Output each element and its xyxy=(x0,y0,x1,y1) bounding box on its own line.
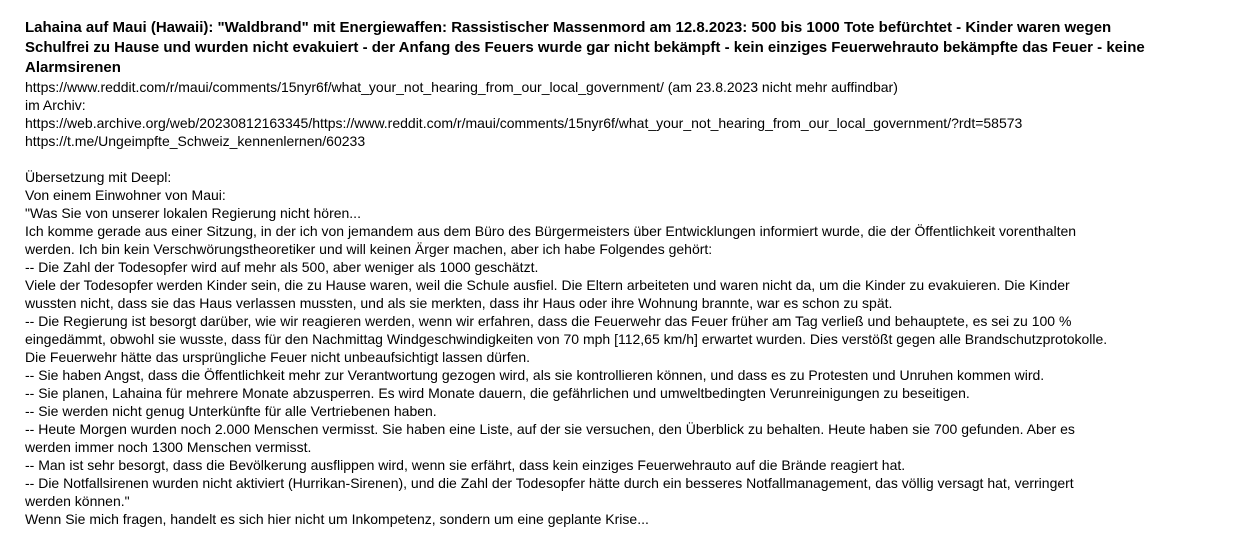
text-line: Viele der Todesopfer werden Kinder sein, die zu Hause waren, weil die Schule ausfiel. Die Eltern arbeiteten und waren nicht da, um die Kinder zu evakuieren. Die Kinder xyxy=(25,277,1070,293)
text-line: werden. Ich bin kein Verschwörungstheoretiker und will keinen Ärger machen, aber ich habe Folgendes gehört: xyxy=(25,241,713,257)
text-line xyxy=(25,150,1238,168)
text-line: -- Die Regierung ist besorgt darüber, wie wir reagieren werden, wenn wir erfahren, dass die Feuerwehr das Feuer früher am Tag verließ und behauptete, es sei zu 100 % xyxy=(25,313,1072,329)
text-line: -- Man ist sehr besorgt, dass die Bevölkerung ausflippen wird, wenn sie erfährt, dass kein einziges Feuerwehrauto auf die Brände reagiert hat. xyxy=(25,457,906,473)
text-line: wussten nicht, dass sie das Haus verlassen mussten, und als sie merkten, dass ihr Haus oder ihre Wohnung brannte, war es schon zu spät. xyxy=(25,295,893,311)
page-title-line: Schulfrei zu Hause und wurden nicht evakuiert - der Anfang des Feuers wurde gar nicht bekämpft - kein einziges Feuerwehrauto bekämpfte das Feuer - keine xyxy=(25,39,1145,56)
text-line: werden können." xyxy=(25,493,130,509)
text-line: werden immer noch 1300 Menschen vermisst. xyxy=(25,439,312,455)
text-line: https://www.reddit.com/r/maui/comments/15nyr6f/what_your_not_hearing_from_our_local_government/ (am 23.8.2023 nicht mehr auffindbar) xyxy=(25,79,898,95)
text-line: im Archiv: xyxy=(25,97,86,113)
text-line: -- Sie planen, Lahaina für mehrere Monate abzusperren. Es wird Monate dauern, die gefährlichen und umweltbedingten Verunreinigungen zu beseitigen. xyxy=(25,385,970,401)
text-line: -- Heute Morgen wurden noch 2.000 Menschen vermisst. Sie haben eine Liste, auf der sie versuchen, den Überblick zu behalten. Heute haben sie 700 gefunden. Aber es xyxy=(25,421,1075,437)
text-line: -- Die Notfallsirenen wurden nicht aktiviert (Hurrikan-Sirenen), und die Zahl der Todesopfer hätte durch ein besseres Notfallmanagement, das völlig versagt hat, verringert xyxy=(25,475,1074,491)
page-title-line: Alarmsirenen xyxy=(25,59,121,76)
text-line: Von einem Einwohner von Maui: xyxy=(25,187,226,203)
text-line: https://web.archive.org/web/20230812163345/https://www.reddit.com/r/maui/comments/15nyr6f/what_your_not_hearing_from_our_local_government/?rdt=58573 xyxy=(25,115,1023,131)
page-title-line: Lahaina auf Maui (Hawaii): "Waldbrand" mit Energiewaffen: Rassistischer Massenmord am 12.8.2023: 500 bis 1000 Tote befürchtet - Kinder waren wegen xyxy=(25,19,1112,36)
text-line: -- Sie haben Angst, dass die Öffentlichkeit mehr zur Verantwortung gezogen wird, als sie kontrollieren können, und dass es zu Protesten und Unruhen kommen wird. xyxy=(25,367,1045,383)
text-line: Die Feuerwehr hätte das ursprüngliche Feuer nicht unbeaufsichtigt lassen dürfen. xyxy=(25,349,531,365)
page-title xyxy=(25,18,1238,78)
text-line: "Was Sie von unserer lokalen Regierung nicht hören... xyxy=(25,205,361,221)
text-line: Übersetzung mit Deepl: xyxy=(25,169,172,185)
text-line: Wenn Sie mich fragen, handelt es sich hier nicht um Inkompetenz, sondern um eine geplante Krise... xyxy=(25,511,649,527)
text-line: https://t.me/Ungeimpfte_Schweiz_kennenlernen/60233 xyxy=(25,133,366,149)
text-line: -- Die Zahl der Todesopfer wird auf mehr als 500, aber weniger als 1000 geschätzt. xyxy=(25,259,539,275)
text-line: -- Sie werden nicht genug Unterkünfte für alle Vertriebenen haben. xyxy=(25,403,437,419)
text-line: eingedämmt, obwohl sie wusste, dass für den Nachmittag Windgeschwindigkeiten von 70 mph [112,65 km/h] erwartet wurden. Dies verstößt gegen alle Brandschutzprotokolle. xyxy=(25,331,1108,347)
document-body xyxy=(25,78,1238,528)
text-line: Ich komme gerade aus einer Sitzung, in der ich von jemandem aus dem Büro des Bürgermeisters über Entwicklungen informiert wurde, die der Öffentlichkeit vorenthalten xyxy=(25,223,1077,239)
